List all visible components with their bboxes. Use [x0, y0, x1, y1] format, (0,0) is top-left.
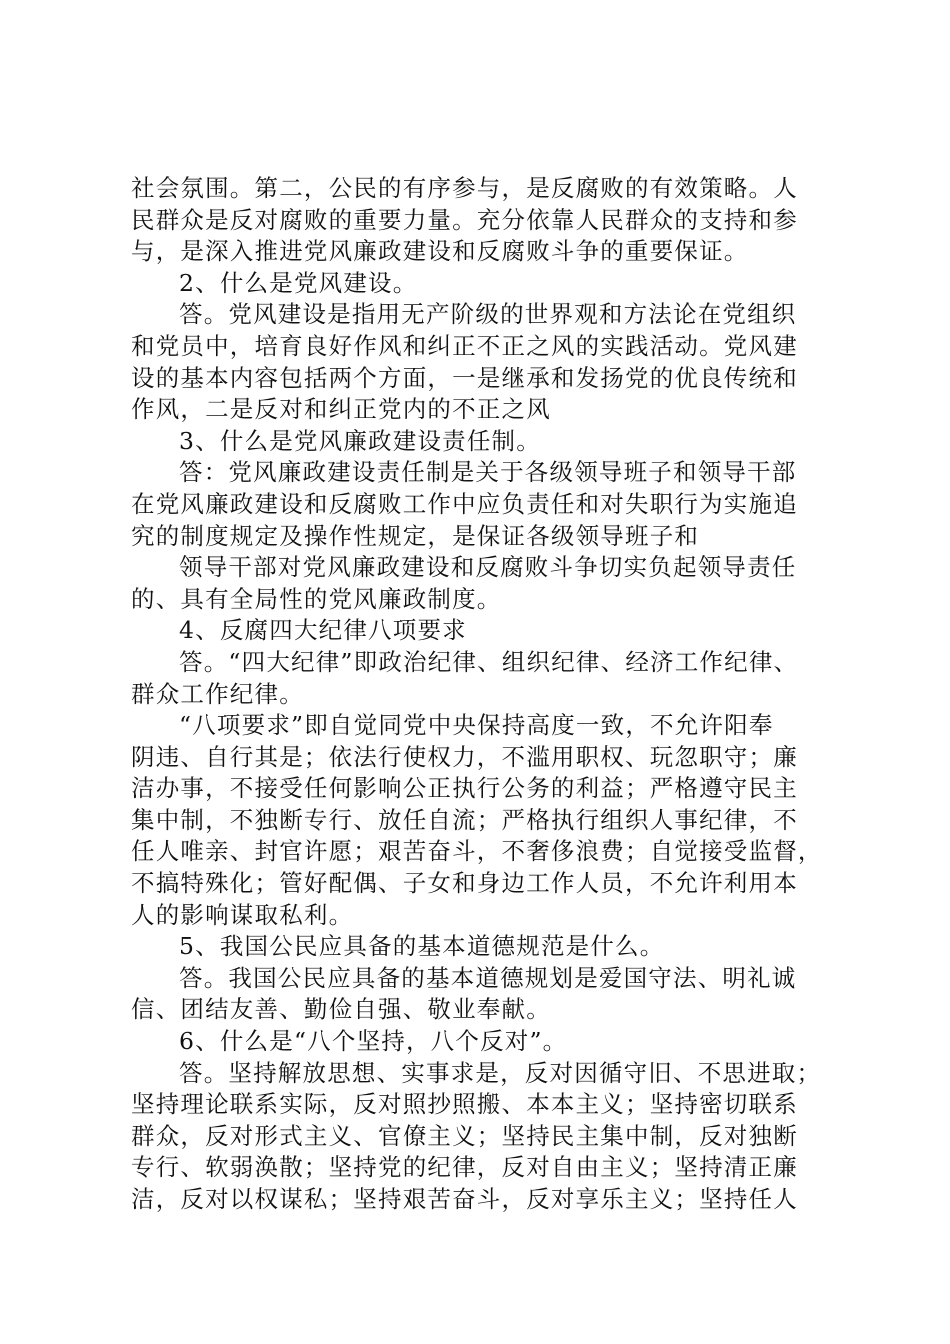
text-line: 民群众是反对腐败的重要力量。充分依靠人民群众的支持和参	[131, 205, 798, 234]
text-line: 信、团结友善、勤俭自强、敬业奉献。	[131, 995, 551, 1024]
text-line: 3、什么是党风廉政建设责任制。	[179, 426, 541, 455]
text-line: 不搞特殊化；管好配偶、子女和身边工作人员，不允许利用本	[131, 869, 798, 898]
text-line: 洁，反对以权谋私；坚持艰苦奋斗，反对享乐主义；坚持任人	[131, 1185, 798, 1213]
text-line: 在党风廉政建设和反腐败工作中应负责任和对失职行为实施追	[131, 489, 798, 518]
text-line: 群众工作纪律。	[131, 679, 304, 708]
text-line: 专行、软弱涣散；坚持党的纪律，反对自由主义；坚持清正廉	[131, 1153, 798, 1182]
text-line: 6、什么是“八个坚持，八个反对”。	[179, 1027, 568, 1056]
text-line: 答：党风廉政建设责任制是关于各级领导班子和领导干部	[179, 458, 797, 487]
text-line: “八项要求”即自觉同党中央保持高度一致，不允许阳奉	[179, 711, 774, 740]
text-line: 作风，二是反对和纠正党内的不正之风	[131, 395, 551, 424]
text-line: 4、反腐四大纪律八项要求	[179, 616, 467, 645]
text-line: 洁办事，不接受任何影响公正执行公务的利益；严格遵守民主	[131, 774, 798, 803]
text-line: 阴违、自行其是；依法行使权力，不滥用职权、玩忽职守；廉	[131, 742, 798, 771]
text-line: 社会氛围。第二，公民的有序参与，是反腐败的有效策略。人	[131, 174, 798, 202]
text-line: 5、我国公民应具备的基本道德规范是什么。	[179, 932, 665, 961]
text-line: 答。我国公民应具备的基本道德规划是爱国守法、明礼诚	[179, 963, 797, 992]
text-line: 与，是深入推进党风廉政建设和反腐败斗争的重要保证。	[131, 237, 749, 266]
text-line: 答。坚持解放思想、实事求是，反对因循守旧、不思进取；	[179, 1058, 822, 1087]
text-line: 2、什么是党风建设。	[179, 268, 418, 297]
text-line: 究的制度规定及操作性规定，是保证各级领导班子和	[131, 521, 700, 550]
text-line: 领导干部对党风廉政建设和反腐败斗争切实负起领导责任	[179, 553, 797, 582]
text-line: 任人唯亲、封官许愿；艰苦奋斗，不奢侈浪费；自觉接受监督，	[131, 837, 823, 866]
text-line: 设的基本内容包括两个方面，一是继承和发扬党的优良传统和	[131, 363, 798, 392]
text-line: 和党员中，培育良好作风和纠正不正之风的实践活动。党风建	[131, 331, 798, 360]
text-line: 群众，反对形式主义、官僚主义；坚持民主集中制，反对独断	[131, 1121, 798, 1150]
text-line: 的、具有全局性的党风廉政制度。	[131, 584, 502, 613]
text-line: 人的影响谋取私利。	[131, 900, 354, 929]
text-line: 答。“四大纪律”即政治纪律、组织纪律、经济工作纪律、	[179, 647, 799, 676]
text-line: 坚持理论联系实际，反对照抄照搬、本本主义；坚持密切联系	[131, 1090, 798, 1119]
text-line: 集中制，不独断专行、放任自流；严格执行组织人事纪律，不	[131, 805, 798, 834]
text-line: 答。党风建设是指用无产阶级的世界观和方法论在党组织	[179, 300, 797, 329]
document-body	[131, 173, 831, 1216]
